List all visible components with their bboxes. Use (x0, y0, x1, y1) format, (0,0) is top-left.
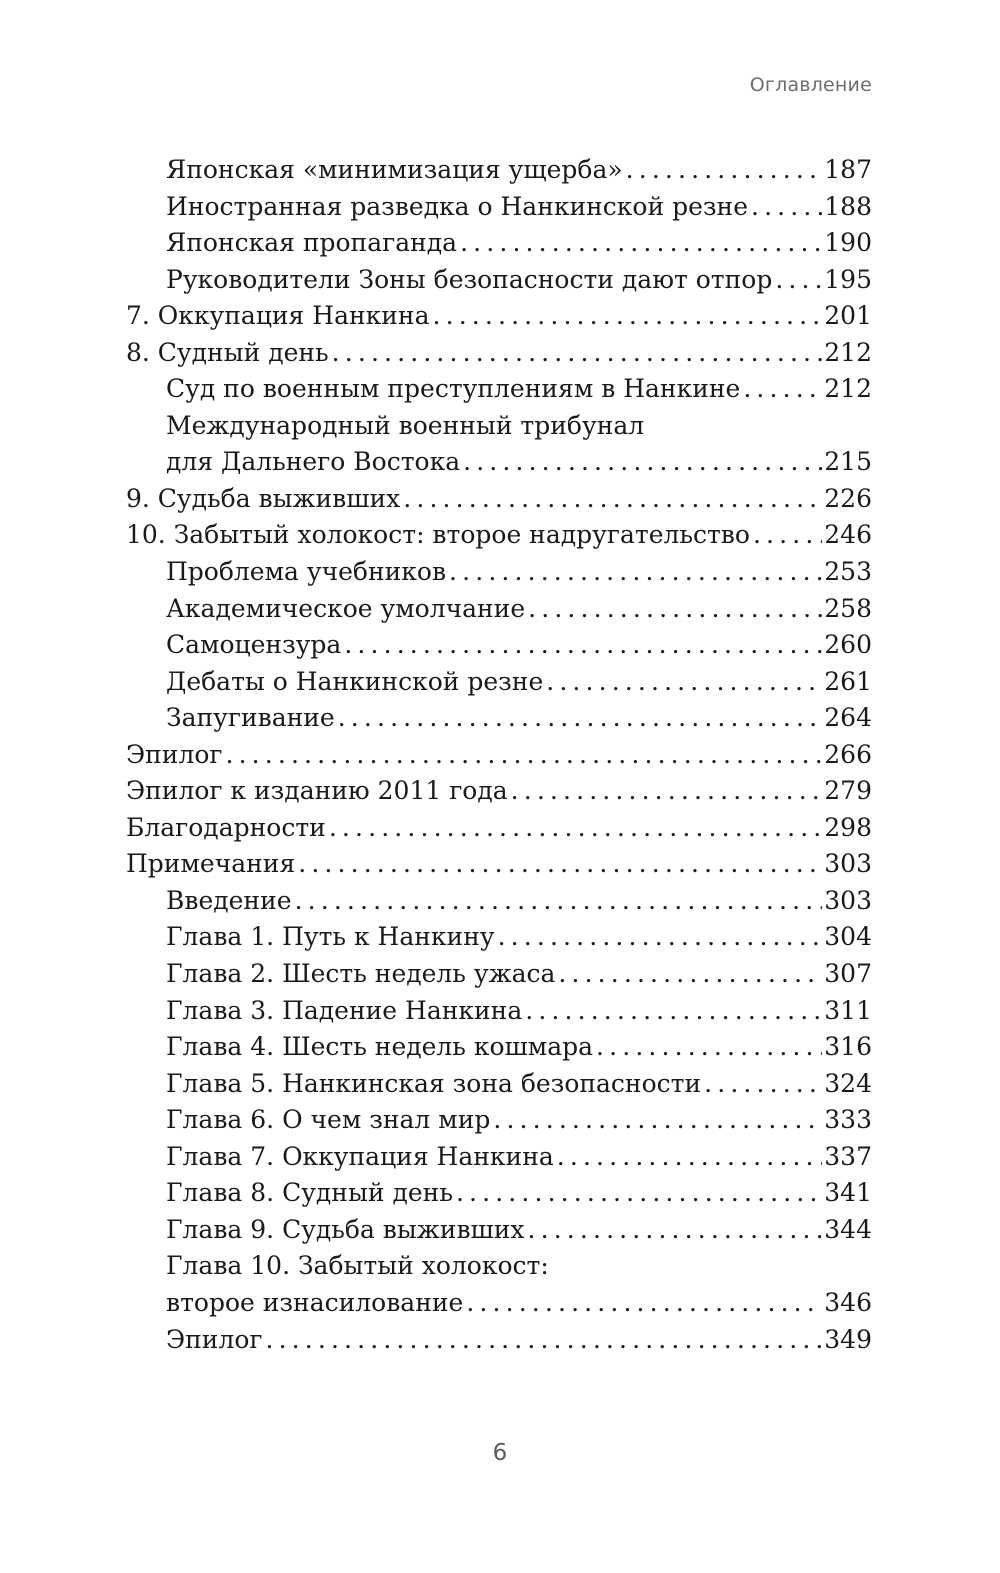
toc-entry[interactable] (126, 298, 872, 335)
toc-entry[interactable] (126, 1175, 872, 1212)
dot-leader (511, 773, 823, 810)
dot-leader (225, 737, 822, 774)
toc-entry-page: 201 (824, 301, 872, 331)
toc-entry-title: Японская «минимизация ущерба» (166, 155, 623, 184)
toc-entry[interactable] (126, 664, 872, 701)
dot-leader (546, 664, 822, 701)
toc-entry[interactable] (126, 554, 872, 591)
toc-entry[interactable] (126, 1212, 872, 1249)
dot-leader (298, 846, 822, 883)
toc-entry-title: Глава 4. Шесть недель кошмара (166, 1032, 594, 1062)
toc-entry[interactable] (126, 737, 872, 774)
table-of-contents (126, 152, 872, 1358)
toc-entry-page: 215 (824, 447, 872, 477)
toc-entry-title: 8. Судный день (126, 337, 329, 367)
toc-entry-page: 190 (824, 228, 872, 258)
toc-entry-page: 311 (824, 995, 872, 1025)
toc-entry-page: 341 (824, 1178, 872, 1208)
toc-entry-title: 7. Оккупация Нанкина (126, 301, 430, 331)
toc-entry-page: 264 (824, 703, 872, 733)
toc-entry-title: Запугивание (166, 703, 335, 733)
toc-entry-title: Благодарности (126, 812, 326, 842)
dot-leader (753, 517, 822, 554)
toc-entry-page: 261 (824, 666, 872, 696)
dot-leader (743, 371, 822, 408)
toc-entry-page: 346 (824, 1287, 872, 1317)
toc-entry-page: 307 (824, 959, 872, 989)
toc-entry[interactable] (126, 444, 872, 481)
dot-leader (557, 1139, 823, 1176)
dot-leader (528, 591, 822, 628)
toc-entry[interactable] (126, 371, 872, 408)
dot-leader (751, 189, 822, 226)
running-head: Оглавление (749, 74, 872, 96)
toc-entry-page: 188 (824, 191, 872, 221)
toc-entry-title: Глава 7. Оккупация Нанкина (166, 1141, 554, 1171)
dot-leader (626, 152, 823, 189)
toc-entry[interactable] (126, 152, 872, 189)
dot-leader (449, 554, 822, 591)
dot-leader (596, 1029, 822, 1066)
dot-leader (775, 262, 822, 299)
toc-entry-title: Иностранная разведка о Нанкинской резне (166, 191, 748, 221)
toc-entry-title: Дебаты о Нанкинской резне (166, 666, 544, 696)
toc-entry-title: 10. Забытый холокост: второе надругательство (126, 520, 750, 550)
toc-entry-page: 246 (824, 520, 872, 550)
toc-entry-page: 258 (824, 593, 872, 623)
toc-entry-page: 298 (824, 812, 872, 842)
toc-entry-title: Глава 1. Путь к Нанкину (166, 922, 495, 952)
toc-entry[interactable] (126, 189, 872, 226)
dot-leader (456, 1175, 822, 1212)
toc-entry-title: для Дальнего Востока (166, 447, 461, 477)
dot-leader (295, 883, 823, 920)
toc-entry-title: Примечания (126, 849, 296, 879)
toc-entry-title: Эпилог (166, 1324, 263, 1354)
toc-entry-title: Эпилог к изданию 2011 года (126, 776, 508, 806)
dot-leader (460, 225, 822, 262)
dot-leader (344, 627, 822, 664)
toc-entry[interactable] (126, 225, 872, 262)
toc-entry-page: 337 (824, 1141, 872, 1171)
dot-leader (338, 700, 823, 737)
toc-entry-title: Введение (166, 885, 292, 915)
toc-entry-title: Глава 5. Нанкинская зона безопасности (166, 1068, 702, 1098)
toc-entry-title: Японская пропаганда (166, 228, 458, 258)
dot-leader (466, 1285, 822, 1322)
dot-leader (332, 335, 823, 372)
toc-entry[interactable] (126, 773, 872, 810)
toc-entry[interactable] (126, 1322, 872, 1359)
toc-entry[interactable] (126, 335, 872, 372)
toc-entry-title: Суд по военным преступлениям в Нанкине (166, 374, 741, 404)
toc-entry-title: Глава 3. Падение Нанкина (166, 995, 523, 1025)
toc-entry-title-line: Международный военный трибунал (166, 410, 645, 440)
toc-entry[interactable] (126, 810, 872, 847)
toc-entry[interactable] (126, 1066, 872, 1103)
dot-leader (265, 1322, 822, 1359)
toc-entry[interactable] (126, 1102, 872, 1139)
toc-entry-title: Глава 9. Судьба выживших (166, 1214, 525, 1244)
toc-entry-title: Эпилог (126, 739, 223, 769)
toc-entry[interactable] (126, 919, 872, 956)
toc-entry-page: 226 (824, 483, 872, 513)
toc-entry-page: 253 (824, 557, 872, 587)
toc-entry-page: 333 (824, 1105, 872, 1135)
toc-entry-title: Академическое умолчание (166, 593, 526, 623)
toc-entry[interactable] (126, 627, 872, 664)
toc-entry-page: 303 (824, 885, 872, 915)
dot-leader (528, 1212, 823, 1249)
toc-entry-page: 324 (824, 1068, 872, 1098)
toc-entry-page: 212 (824, 337, 872, 367)
toc-entry-title: Проблема учебников (166, 557, 447, 587)
toc-entry-page: 266 (824, 739, 872, 769)
toc-entry-title: Самоцензура (166, 630, 342, 660)
toc-entry-title: Глава 8. Судный день (166, 1178, 453, 1208)
toc-entry[interactable] (126, 262, 872, 299)
toc-entry-title: Руководители Зоны безопасности дают отпор (166, 264, 773, 294)
dot-leader (558, 956, 822, 993)
toc-entry[interactable] (126, 700, 872, 737)
toc-entry[interactable] (126, 1029, 872, 1066)
toc-entry-page: 316 (824, 1032, 872, 1062)
dot-leader (433, 298, 823, 335)
dot-leader (463, 444, 822, 481)
toc-entry[interactable] (126, 883, 872, 920)
toc-entry-page: 303 (824, 849, 872, 879)
toc-entry-page: 349 (824, 1324, 872, 1354)
toc-entry[interactable] (126, 591, 872, 628)
toc-entry[interactable] (126, 1139, 872, 1176)
toc-entry[interactable] (126, 956, 872, 993)
toc-entry-page: 187 (824, 155, 872, 184)
toc-entry-title: Глава 2. Шесть недель ужаса (166, 959, 556, 989)
toc-entry-page: 279 (824, 776, 872, 806)
toc-entry-title-line: Глава 10. Забытый холокост: (166, 1251, 549, 1281)
toc-entry-title: Глава 6. О чем знал мир (166, 1105, 491, 1135)
toc-entry[interactable] (126, 1285, 872, 1322)
toc-entry[interactable] (126, 993, 872, 1030)
dot-leader (498, 919, 823, 956)
toc-entry-page: 212 (824, 374, 872, 404)
toc-entry-page: 304 (824, 922, 872, 952)
toc-entry-page: 260 (824, 630, 872, 660)
toc-entry-page: 195 (824, 264, 872, 294)
toc-entry[interactable] (126, 517, 872, 554)
toc-entry-page: 344 (824, 1214, 872, 1244)
dot-leader (493, 1102, 822, 1139)
dot-leader (329, 810, 822, 847)
dot-leader (704, 1066, 822, 1103)
dot-leader (525, 993, 822, 1030)
page-number: 6 (492, 1440, 508, 1466)
toc-entry[interactable] (126, 846, 872, 883)
dot-leader (403, 481, 822, 518)
toc-entry[interactable] (126, 481, 872, 518)
toc-entry-title: 9. Судьба выживших (126, 483, 401, 513)
toc-entry-title: второе изнасилование (166, 1287, 464, 1317)
